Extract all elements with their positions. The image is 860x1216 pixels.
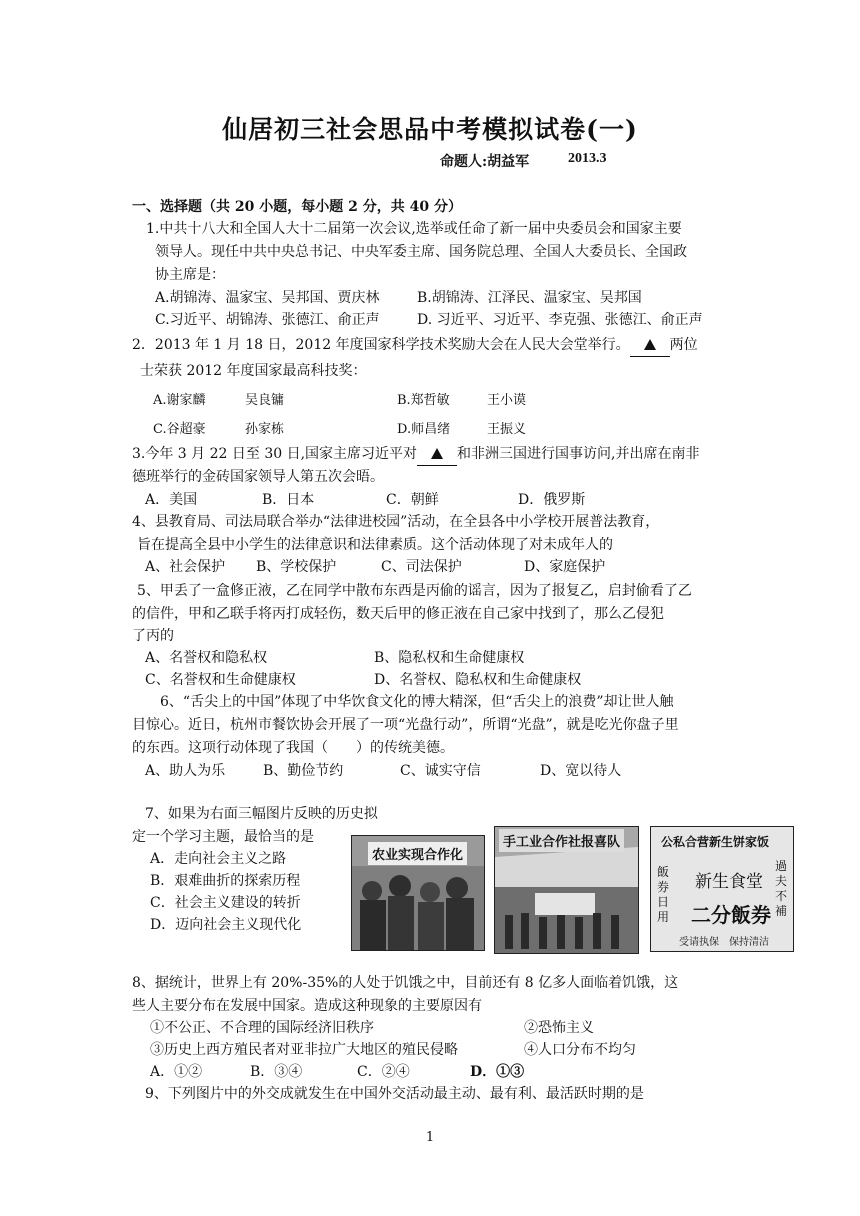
q2-line1-tail: 两位 <box>669 337 698 353</box>
q2-line1-text: 2．2013 年 1 月 18 日，2012 年度国家科学技术奖励大会在人民大会堂举行。 <box>132 337 630 353</box>
q8-option-b: B．③④ <box>250 1064 303 1080</box>
q8-item-1: ①不公正、不合理的国际经济旧秩序 <box>150 1020 374 1036</box>
triangle-icon <box>644 339 656 350</box>
photo-caption: 手工业合作社报喜队 <box>499 829 624 852</box>
page-number: 1 <box>425 1130 435 1145</box>
page-title: 仙居初三社会思品中考模拟试卷(一) <box>222 115 638 144</box>
q6-line1: 6、“舌尖上的中国”体现了中华饮食文化的博大精深，但“舌尖上的浪费”却让世人触 <box>160 694 674 710</box>
date: 2013.3 <box>568 151 607 166</box>
q3-line1 <box>132 443 700 466</box>
q3-line1-tail: 和非洲三国进行国事访问,并出席在南非 <box>457 446 700 462</box>
answer-blank <box>417 443 457 466</box>
q2-option-a: A.谢家麟 <box>153 393 206 408</box>
q2-line2: 士荣获 2012 年度国家最高科技奖： <box>140 363 367 379</box>
q4-line1: 4、县教育局、司法局联合举办“法律进校园”活动，在全县各中小学校开展普法教育， <box>132 514 660 530</box>
q4-option-c: C、司法保护 <box>381 559 462 575</box>
ticket-main: 新生食堂 <box>695 872 763 892</box>
q6-option-a: A、助人为乐 <box>145 763 226 779</box>
q5-option-a: A、名誉权和隐私权 <box>145 650 268 666</box>
q2-option-b-2: 王小谟 <box>487 393 527 408</box>
q2-option-a-2: 吴良镛 <box>245 393 285 408</box>
q6-line3: 的东西。这项行动体现了我国（ ）的传统美德。 <box>132 740 454 756</box>
q6-option-b: B、勤俭节约 <box>263 763 344 779</box>
q1-line1: 1.中共十八大和全国人大十二届第一次会议,选举或任命了新一届中央委员会和国家主要 <box>146 221 682 237</box>
q8-line1: 8、据统计，世界上有 20%-35%的人处于饥饿之中，目前还有 8 亿多人面临着饥饿，这 <box>132 975 679 991</box>
q6-option-d: D、宽以待人 <box>540 763 622 779</box>
q4-option-a: A、社会保护 <box>145 559 226 575</box>
q5-option-b: B、隐私权和生命健康权 <box>374 650 525 666</box>
q6-option-c: C、诚实守信 <box>400 763 481 779</box>
q5-line3: 了丙的 <box>132 628 174 644</box>
q1-option-a: A.胡锦涛、温家宝、吴邦国、贾庆林 <box>155 290 380 306</box>
section-heading: 一、选择题（共 20 小题，每小题 2 分，共 40 分） <box>132 199 462 215</box>
author: 命题人:胡益军 <box>440 154 530 170</box>
q8-item-3: ③历史上西方殖民者对亚非拉广大地区的殖民侵略 <box>150 1042 458 1058</box>
ticket-sub: 二分飯券 <box>691 903 771 927</box>
q5-line1: 5、甲丢了一盒修正液，乙在同学中散布东西是丙偷的谣言，因为了报复乙，启封偷看了乙 <box>137 583 692 599</box>
q8-item-2: ②恐怖主义 <box>524 1020 594 1036</box>
q7-option-c: C．社会主义建设的转折 <box>150 895 301 911</box>
q7-line1: 7、如果为右面三幅图片反映的历史拟 <box>145 806 378 822</box>
q3-option-c: C．朝鲜 <box>386 492 439 508</box>
q3-line2: 德班举行的金砖国家领导人第五次会晤。 <box>132 469 384 485</box>
q2-option-c-2: 孙家栋 <box>245 422 285 437</box>
q9-line1: 9、下列图片中的外交成就发生在中国外交活动最主动、最有利、最活跃时期的是 <box>145 1086 644 1102</box>
q2-line1 <box>132 334 698 357</box>
q7-option-a: A．走向社会主义之路 <box>150 851 287 867</box>
ticket-bottom-text: 受请执保 保持清洁 <box>679 937 769 948</box>
photo-meal-ticket <box>650 826 794 952</box>
answer-blank <box>630 334 670 357</box>
q8-option-a: A．①② <box>150 1064 203 1080</box>
q8-option-d: D．①③ <box>470 1064 525 1080</box>
q6-line2: 目惊心。近日，杭州市餐饮协会开展了一项“光盘行动”，所谓“光盘”，就是吃光你盘子里 <box>132 717 679 733</box>
q2-option-c: C.谷超豪 <box>153 422 206 437</box>
q8-item-4: ④人口分布不均匀 <box>524 1042 636 1058</box>
q2-option-d-2: 王振义 <box>487 422 527 437</box>
ticket-left-text: 飯券日用 <box>657 865 670 924</box>
photo-agriculture-cooperation <box>351 835 485 951</box>
q4-option-b: B、学校保护 <box>256 559 337 575</box>
q7-option-d: D．迈向社会主义现代化 <box>150 917 302 933</box>
q2-option-b: B.郑哲敏 <box>397 393 450 408</box>
q7-line2: 定一个学习主题，最恰当的是 <box>132 829 314 845</box>
q5-option-c: C、名誉权和生命健康权 <box>145 672 296 688</box>
q2-option-d: D.师昌绪 <box>397 422 451 437</box>
photo-caption: 农业实现合作化 <box>368 842 467 865</box>
q1-option-c: C.习近平、胡锦涛、张德江、俞正声 <box>155 312 380 328</box>
ticket-title: 公私合营新生饼家饭 <box>661 835 770 849</box>
q1-line2: 领导人。现任中共中央总书记、中央军委主席、国务院总理、全国人大委员长、全国政 <box>155 244 687 260</box>
q5-option-d: D、名誉权、隐私权和生命健康权 <box>374 672 582 688</box>
q8-line2: 些人主要分布在发展中国家。造成这种现象的主要原因有 <box>132 998 482 1014</box>
q1-option-b: B.胡锦涛、江泽民、温家宝、吴邦国 <box>417 290 642 306</box>
q1-option-d: D. 习近平、习近平、李克强、张德江、俞正声 <box>417 312 703 328</box>
q7-option-b: B．艰难曲折的探索历程 <box>150 873 301 889</box>
q4-option-d: D、家庭保护 <box>524 559 606 575</box>
q3-option-b: B．日本 <box>262 492 315 508</box>
ticket-right-text: 過夫不補 <box>775 859 788 918</box>
q3-option-a: A．美国 <box>145 492 198 508</box>
q4-line2: 旨在提高全县中小学生的法律意识和法律素质。这个活动体现了对未成年人的 <box>137 537 613 553</box>
q1-line3: 协主席是： <box>155 267 225 283</box>
q3-line1-text: 3.今年 3 月 22 日至 30 日,国家主席习近平对 <box>132 446 418 462</box>
triangle-icon <box>431 448 443 459</box>
q3-option-d: D．俄罗斯 <box>518 492 586 508</box>
photo-handicraft-cooperative <box>494 826 639 954</box>
q8-option-c: C．②④ <box>357 1064 410 1080</box>
q5-line2: 的信件，甲和乙联手将丙打成轻伤，数天后甲的修正液在自己家中找到了，那么乙侵犯 <box>132 606 664 622</box>
